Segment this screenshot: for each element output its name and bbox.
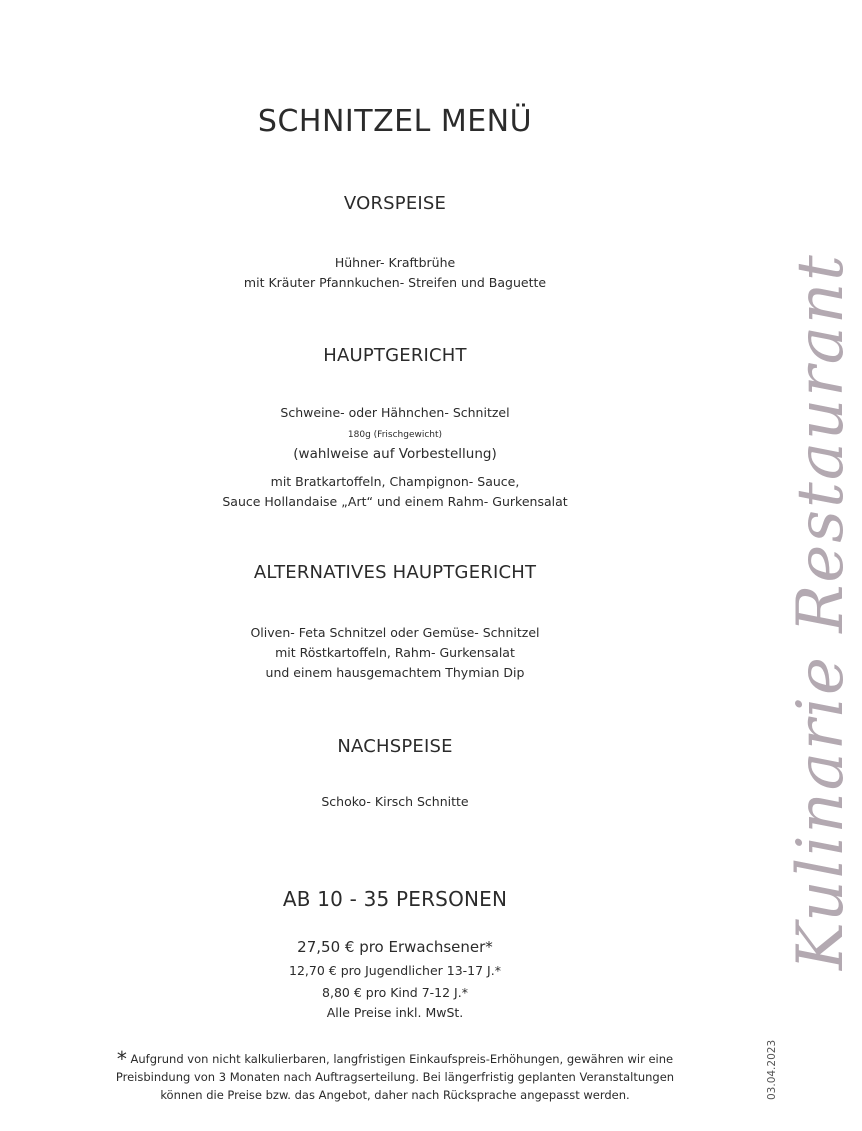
hauptgericht-note: (wahlweise auf Vorbestellung) <box>293 446 497 462</box>
pricing-heading: AB 10 - 35 PERSONEN <box>282 887 508 911</box>
hauptgericht-line-2: mit Bratkartoffeln, Champignon- Sauce, <box>270 474 520 489</box>
footnote <box>115 1047 675 1104</box>
hauptgericht-line-1: Schweine- oder Hähnchen- Schnitzel <box>280 405 510 420</box>
price-youth: 12,70 € pro Jugendlicher 13-17 J.* <box>289 963 501 978</box>
vorspeise-line-2: mit Kräuter Pfannkuchen- Streifen und Baguette <box>243 275 547 290</box>
nachspeise-line-1: Schoko- Kirsch Schnitte <box>321 794 469 809</box>
footnote-text: Aufgrund von nicht kalkulierbaren, langfristigen Einkaufspreis-Erhöhungen, gewähren wir eine Preisbindung von 3 Monaten nach Auftragserteilung. Bei längerfristig geplanten Veranstaltungen können die Preise bzw. das Angebot, daher nach Rücksprache angepasst werden. <box>115 1052 675 1102</box>
section-heading-vorspeise: VORSPEISE <box>343 193 447 214</box>
vorspeise-line-1: Hühner- Kraftbrühe <box>334 255 456 270</box>
price-child: 8,80 € pro Kind 7-12 J.* <box>322 985 468 1000</box>
page-title: SCHNITZEL MENÜ <box>257 104 533 139</box>
brand-script-logo <box>698 125 858 970</box>
price-adult: 27,50 € pro Erwachsener* <box>297 938 493 956</box>
hauptgericht-line-3: Sauce Hollandaise „Art“ und einem Rahm- Gurkensalat <box>222 494 568 509</box>
brand-script-text: Kulinarie Restaurant <box>784 253 858 970</box>
section-heading-alternativ: ALTERNATIVES HAUPTGERICHT <box>253 562 537 583</box>
price-tax-note: Alle Preise inkl. MwSt. <box>326 1005 464 1020</box>
section-heading-nachspeise: NACHSPEISE <box>337 736 453 757</box>
alternativ-line-1: Oliven- Feta Schnitzel oder Gemüse- Schnitzel <box>250 625 540 640</box>
alternativ-line-2: mit Röstkartoffeln, Rahm- Gurkensalat <box>275 645 515 660</box>
footnote-star: * <box>116 1047 127 1071</box>
document-date: 03.04.2023 <box>766 1039 778 1100</box>
section-heading-hauptgericht: HAUPTGERICHT <box>323 345 467 366</box>
hauptgericht-weight: 180g (Frischgewicht) <box>347 430 443 440</box>
alternativ-line-3: und einem hausgemachtem Thymian Dip <box>265 665 525 680</box>
